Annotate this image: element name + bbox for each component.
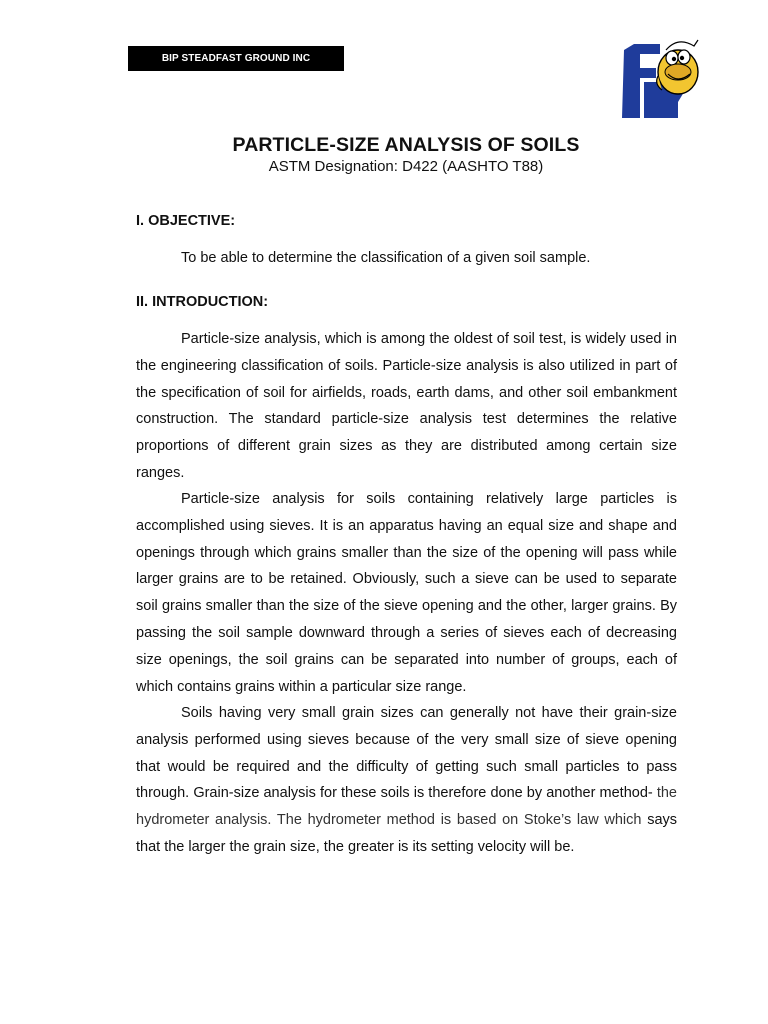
company-name: BIP STEADFAST GROUND INC xyxy=(161,53,311,64)
introduction-paragraph-3 xyxy=(136,700,677,861)
company-mascot-logo-icon xyxy=(618,30,702,122)
page-title: PARTICLE-SIZE ANALYSIS OF SOILS xyxy=(232,134,580,156)
introduction-paragraph-2: Particle-size analysis for soils containing relatively large particles is accomplished using sieves. It is an apparatus having an equal size and shape and openings through which grains smaller than the size of the opening will pass while larger grains are to be retained. Obviously, such a sieve can be used to separate soil grains smaller than the size of the sieve opening and the other, larger grains. By passing the soil sample downward through a series of sieves each of decreasing size openings, the soil grains can be separated into number of groups, each of which contains grains within a particular size range. xyxy=(136,491,677,695)
introduction-paragraph-3-part-3: says that the larger the grain size, the greater is its setting velocity will be. xyxy=(136,812,678,855)
introduction-paragraph-1: Particle-size analysis, which is among the oldest of soil test, is widely used in the engineering classification of soils. Particle-size analysis is also utilized in part of the specification of soil for airfields, roads, earth dams, and other soil embankment construction. The standard particle-size analysis test determines the relative proportions of different grain sizes as they are distributed among certain size ranges. xyxy=(136,331,677,481)
section-heading-objective: I. OBJECTIVE: xyxy=(136,213,236,229)
objective-paragraph: To be able to determine the classification of a given soil sample. xyxy=(181,250,591,266)
section-heading-introduction: II. INTRODUCTION: xyxy=(136,294,269,310)
introduction-paragraph-3-part-2: the hydrometer analysis. The hydrometer method is based on Stoke’s law which xyxy=(136,785,678,829)
company-name-banner xyxy=(128,46,344,71)
introduction-paragraph-3-part-1: Soils having very small grain sizes can generally not have their grain-size analysis performed using sieves because of the very small size of sieve opening that would be required and the difficulty of getting such small particles to pass through. Grain-size analysis for these soils is therefore done by another method- xyxy=(136,705,677,802)
astm-designation: ASTM Designation: D422 (AASHTO T88) xyxy=(268,158,544,175)
